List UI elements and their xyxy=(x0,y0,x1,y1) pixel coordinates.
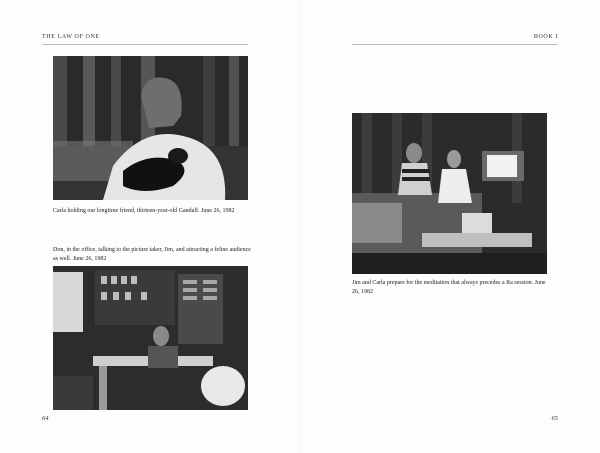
photo-jim-and-carla xyxy=(352,113,547,274)
photo-don-in-office xyxy=(53,266,248,410)
header-rule-left xyxy=(42,44,248,45)
caption-top: Carla holding our longtime friend, thirteen-year-old Gandalf. June 26, 1982 xyxy=(53,208,235,214)
running-head-right: BOOK I xyxy=(533,34,558,40)
caption-bottom: Don, in the office, talking to the picture taker, Jim, and attracting a feline audience as well. June 26, 1982 xyxy=(53,247,251,262)
caption-right: Jim and Carla prepare for the meditation that always precedes a Ra session. June 26, 1982 xyxy=(352,280,546,295)
right-page xyxy=(300,0,600,453)
page-number-right: 65 xyxy=(551,415,558,422)
running-head-left: THE LAW OF ONE xyxy=(42,34,100,40)
photo-carla-with-cat xyxy=(53,56,248,200)
page-number-left: 64 xyxy=(42,415,49,422)
header-rule-right xyxy=(352,44,558,45)
